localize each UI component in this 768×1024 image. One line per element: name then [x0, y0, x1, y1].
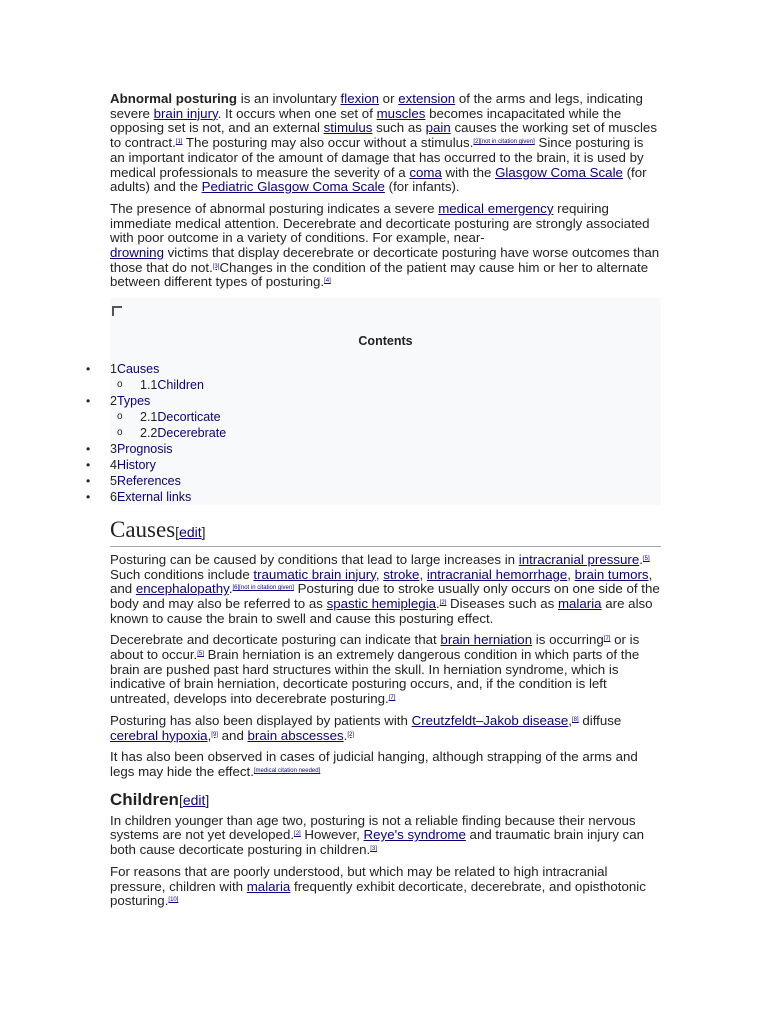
- link-brain-abscesses[interactable]: brain abscesses: [247, 727, 344, 743]
- link-brain-injury[interactable]: brain injury: [153, 105, 218, 121]
- link-glasgow-coma-scale[interactable]: Glasgow Coma Scale: [495, 164, 623, 180]
- text: ,: [207, 727, 212, 743]
- text: diffuse: [578, 712, 622, 728]
- text: .: [343, 727, 348, 743]
- citation-2[interactable]: [2]: [347, 731, 354, 738]
- text: of the arms and legs, indicating severe: [110, 91, 643, 121]
- toc-number: 5: [110, 473, 117, 488]
- toc-header: [110, 298, 661, 361]
- toc-number: 2.1: [140, 409, 158, 424]
- table-of-contents: [86, 298, 661, 505]
- toc-link[interactable]: Types: [116, 393, 151, 408]
- toc-number: 2: [110, 393, 117, 408]
- text: is occurring: [532, 632, 604, 648]
- link-pediatric-glasgow-coma-scale[interactable]: Pediatric Glasgow Coma Scale: [201, 179, 385, 195]
- toc-entry: [110, 458, 156, 472]
- link-drowning[interactable]: drowning: [110, 245, 164, 261]
- text: .: [435, 595, 440, 611]
- text: with the: [441, 164, 496, 180]
- bracket: [: [178, 791, 183, 808]
- link-cerebral-hypoxia[interactable]: cerebral hypoxia: [110, 727, 208, 743]
- citation-3[interactable]: [3]: [212, 263, 220, 270]
- text: ,: [419, 566, 427, 582]
- toc-entry: [110, 394, 150, 408]
- citation-10[interactable]: [10]: [168, 897, 179, 904]
- toc-link[interactable]: Decerebrate: [157, 425, 227, 440]
- toc-number: 2.2: [140, 425, 158, 440]
- link-encephalopathy[interactable]: encephalopathy: [135, 581, 229, 597]
- citation-5[interactable]: [5]: [642, 555, 650, 562]
- link-stimulus[interactable]: stimulus: [323, 120, 373, 136]
- heading-text: Causes: [110, 516, 176, 542]
- toc-number: 6: [110, 489, 117, 504]
- bullet-icon: •: [86, 473, 110, 489]
- bracket: ]: [205, 791, 210, 808]
- bullet-icon: •: [86, 393, 110, 409]
- text: frequently exhibit decorticate, decerebrate, and opisthotonic posturing.: [110, 878, 646, 909]
- edit-section-children: [179, 792, 209, 808]
- broken-image-icon: [112, 306, 122, 316]
- link-coma[interactable]: coma: [409, 164, 442, 180]
- sub-bullet-icon: o: [117, 378, 123, 390]
- text: Brain herniation is an extremely dangerous condition in which parts of the brain are pushed past hard structures within the skull. In herniation syndrome, which is indicative of brain herniation, decorticate posturing occurs, and, if the condition is left untreated, develops into decerebrate posturing.: [110, 647, 640, 707]
- children-paragraph-2: [110, 865, 661, 909]
- text: Changes in the condition of the patient may cause him or her to alternate between different types of posturing.: [110, 259, 649, 290]
- text: Diseases such as: [446, 595, 558, 611]
- text: Posturing has also been displayed by patients with: [110, 712, 412, 728]
- link-extension[interactable]: extension: [398, 91, 456, 106]
- toc-number: 3: [110, 441, 117, 456]
- text: and: [217, 727, 248, 743]
- text: or: [378, 91, 399, 106]
- edit-link[interactable]: edit: [182, 791, 206, 808]
- link-reyes-syndrome[interactable]: Reye's syndrome: [363, 827, 466, 843]
- causes-paragraph-1: [110, 553, 661, 627]
- bracket: [: [175, 523, 180, 540]
- toc-entry: [110, 362, 159, 376]
- text: For reasons that are poorly understood, but which may be related to high intracranial pressure, children with: [110, 863, 608, 894]
- causes-paragraph-4: [110, 750, 661, 779]
- text: is an involuntary: [237, 91, 341, 106]
- text: causes the working set of muscles to contract.: [110, 120, 657, 151]
- text: It has also been observed in cases of judicial hanging, although strapping of the arms and legs may hide the effect.: [110, 749, 638, 779]
- citation-needed[interactable]: [medical citation needed]: [253, 767, 321, 774]
- text: Such conditions include: [110, 566, 254, 582]
- toc-item: [86, 473, 661, 489]
- text: , and: [110, 566, 653, 597]
- text: In children younger than age two, posturing is not a reliable finding because their nervous systems are not yet developed.: [110, 812, 636, 843]
- citation-2[interactable]: [2]: [294, 831, 301, 838]
- text: such as: [372, 120, 426, 136]
- text: . It occurs when one set of: [217, 105, 377, 121]
- link-malaria[interactable]: malaria: [246, 878, 291, 894]
- toc-list: [86, 361, 661, 505]
- toc-link[interactable]: External links: [116, 489, 192, 504]
- text: ,: [567, 566, 575, 582]
- causes-paragraph-2: [110, 633, 661, 707]
- citation-4[interactable]: [4]: [324, 278, 331, 285]
- text: ,: [375, 566, 384, 582]
- link-flexion[interactable]: flexion: [340, 91, 379, 106]
- bullet-icon: •: [86, 441, 110, 457]
- citation-1[interactable]: [1]: [175, 139, 183, 146]
- toc-link[interactable]: References: [116, 473, 181, 488]
- link-traumatic-brain-injury[interactable]: traumatic brain injury: [253, 566, 376, 582]
- toc-item: [110, 377, 661, 393]
- link-brain-herniation[interactable]: brain herniation: [440, 632, 533, 648]
- article-subject: Abnormal posturing: [110, 91, 238, 106]
- citation-9[interactable]: [9]: [211, 731, 218, 738]
- text: are also known to cause the brain to swell and cause this posturing effect.: [110, 595, 653, 626]
- text: requiring immediate medical attention. Decerebrate and decorticate posturing are strongly associated with poor outcome in a variety of conditions. For example, near-: [110, 200, 650, 246]
- text: .: [228, 581, 233, 597]
- edit-link[interactable]: edit: [179, 523, 202, 540]
- text: The posturing may also occur without a stimulus.: [182, 135, 474, 151]
- toc-item: [86, 441, 661, 457]
- link-intracranial-pressure[interactable]: intracranial pressure: [518, 551, 640, 567]
- toc-link[interactable]: Decorticate: [157, 409, 221, 424]
- text: (for infants).: [384, 179, 460, 195]
- text: ,: [568, 712, 572, 728]
- intro-paragraph-2: [110, 202, 661, 290]
- text: .: [639, 551, 643, 567]
- sub-bullet-icon: o: [117, 426, 123, 438]
- citation-6-not-in-citation[interactable]: [6][not in citation given]: [232, 585, 294, 592]
- toc-link[interactable]: History: [116, 457, 156, 472]
- toc-item: [86, 361, 661, 377]
- bullet-icon: •: [86, 489, 110, 505]
- children-paragraph-1: [110, 814, 661, 858]
- bracket: ]: [201, 523, 206, 540]
- toc-link[interactable]: Causes: [116, 361, 160, 376]
- intro-paragraph-1: [110, 92, 661, 195]
- causes-paragraph-3: [110, 714, 661, 743]
- toc-link[interactable]: Children: [157, 377, 204, 392]
- text: or is about to occur.: [110, 632, 640, 663]
- text: However,: [300, 827, 364, 843]
- citation-3[interactable]: [3]: [370, 846, 377, 853]
- text: Since posturing is an important indicator of the amount of damage that has occurred to the brain, it is used by medical professionals to measure the severity of a: [110, 135, 644, 180]
- link-intracranial-hemorrhage[interactable]: intracranial hemorrhage: [426, 566, 568, 582]
- text: Posturing due to stroke usually only occurs on one side of the body and may also be referred to as: [110, 581, 660, 611]
- sub-bullet-icon: o: [117, 410, 123, 422]
- link-creutzfeldt-jakob-disease[interactable]: Creutzfeldt–Jakob disease: [411, 712, 569, 728]
- toc-number: 1.1: [140, 377, 158, 392]
- text: and traumatic brain injury can both cause decorticate posturing in children.: [110, 827, 644, 858]
- toc-item: [86, 457, 661, 473]
- bullet-icon: •: [86, 361, 110, 377]
- toc-number: 4: [110, 457, 117, 472]
- heading-text: Children: [110, 789, 179, 809]
- link-medical-emergency[interactable]: medical emergency: [438, 200, 554, 216]
- text: victims that display decerebrate or decorticate posturing have worse outcomes than those that do not.: [110, 245, 660, 275]
- edit-section-causes: [175, 524, 205, 540]
- toc-number: 1: [110, 361, 117, 376]
- citation-2[interactable]: [2]: [439, 599, 447, 606]
- link-pain[interactable]: pain: [425, 120, 451, 136]
- text: becomes incapacitated while the opposing set is not, and an external: [110, 105, 622, 136]
- toc-link[interactable]: Prognosis: [116, 441, 173, 456]
- link-muscles[interactable]: muscles: [376, 105, 426, 121]
- citation-2-not-in-citation[interactable]: [2][not in citation given]: [473, 139, 535, 146]
- toc-item: [110, 425, 661, 441]
- link-brain-tumors[interactable]: brain tumors: [574, 566, 649, 582]
- article-body: [86, 91, 661, 916]
- link-stroke[interactable]: stroke: [383, 566, 420, 582]
- toc-item: [110, 409, 661, 425]
- citation-7[interactable]: [7]: [388, 695, 396, 702]
- bullet-icon: •: [86, 457, 110, 473]
- citation-5[interactable]: [5]: [197, 651, 204, 658]
- text: The presence of abnormal posturing indicates a severe: [110, 200, 439, 216]
- text: (for adults) and the: [110, 164, 647, 195]
- text: Decerebrate and decorticate posturing can indicate that: [110, 632, 441, 648]
- link-spastic-hemiplegia[interactable]: spastic hemiplegia: [326, 595, 436, 611]
- text: Posturing can be caused by conditions that lead to large increases in: [110, 551, 519, 567]
- toc-item: [86, 393, 661, 409]
- toc-item: [86, 489, 661, 505]
- toc-toggle[interactable]: [110, 298, 661, 320]
- toc-entry: [110, 490, 191, 504]
- toc-entry: [110, 474, 181, 488]
- toc-title: Contents: [358, 334, 413, 349]
- section-heading-children: [110, 790, 661, 810]
- citation-7[interactable]: [7]: [603, 636, 611, 643]
- link-malaria[interactable]: malaria: [557, 595, 602, 611]
- toc-entry: [110, 442, 173, 456]
- citation-8[interactable]: [8]: [572, 716, 579, 723]
- section-heading-causes: [110, 517, 661, 547]
